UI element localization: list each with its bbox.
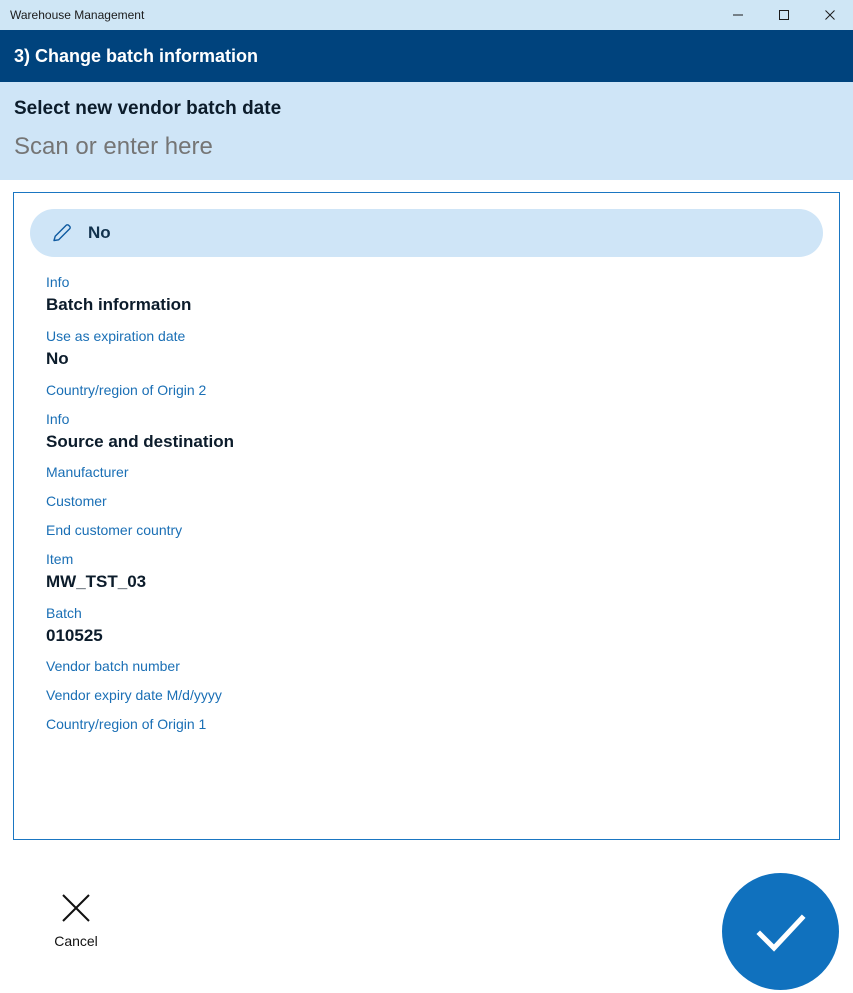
- edit-field-value: No: [88, 223, 111, 243]
- field-row: [46, 327, 823, 371]
- scan-input[interactable]: [14, 134, 839, 160]
- field-row: [46, 410, 823, 454]
- field-label: Customer: [46, 493, 107, 510]
- field-label: End customer country: [46, 522, 183, 539]
- window-titlebar: [0, 0, 853, 30]
- field-row: [46, 686, 823, 705]
- cancel-button[interactable]: [46, 891, 106, 949]
- pencil-icon: [50, 221, 74, 245]
- checkmark-icon: [750, 901, 812, 963]
- cancel-button-label: Cancel: [54, 933, 98, 949]
- footer-actions: [0, 873, 853, 993]
- close-icon[interactable]: [807, 0, 853, 30]
- confirm-button[interactable]: [722, 873, 839, 990]
- field-value: No: [46, 348, 69, 368]
- close-x-icon: [59, 891, 93, 925]
- window-title: Warehouse Management: [10, 8, 145, 22]
- details-card: [13, 192, 840, 840]
- field-label: Item: [46, 551, 74, 568]
- details-card-wrapper: [0, 180, 853, 873]
- field-label: Country/region of Origin 2: [46, 381, 207, 398]
- field-list: [30, 273, 823, 734]
- field-value: MW_TST_03: [46, 571, 147, 591]
- field-value: Source and destination: [46, 431, 234, 451]
- maximize-icon[interactable]: [761, 0, 807, 30]
- prompt-label: Select new vendor batch date: [14, 98, 282, 119]
- window-controls: [715, 0, 853, 30]
- prompt-section: [0, 82, 853, 180]
- field-label: Batch: [46, 604, 82, 621]
- field-label: Manufacturer: [46, 464, 129, 481]
- step-header: [0, 30, 853, 82]
- step-header-title: 3) Change batch information: [14, 45, 259, 66]
- field-label: Vendor batch number: [46, 658, 180, 675]
- field-row: [46, 381, 823, 400]
- minimize-icon[interactable]: [715, 0, 761, 30]
- field-value: 010525: [46, 625, 103, 645]
- field-row: [46, 463, 823, 482]
- field-row: [46, 273, 823, 317]
- field-value: Batch information: [46, 295, 192, 315]
- field-row: [46, 715, 823, 734]
- field-label: Use as expiration date: [46, 328, 186, 345]
- field-row: [46, 604, 823, 648]
- field-row: [46, 521, 823, 540]
- edit-field-pill[interactable]: [30, 209, 823, 257]
- field-label: Info: [46, 410, 70, 427]
- field-row: [46, 492, 823, 511]
- field-label: Info: [46, 274, 70, 291]
- field-row: [46, 657, 823, 676]
- field-label: Country/region of Origin 1: [46, 716, 207, 733]
- field-label: Vendor expiry date M/d/yyyy: [46, 687, 222, 704]
- field-row: [46, 550, 823, 594]
